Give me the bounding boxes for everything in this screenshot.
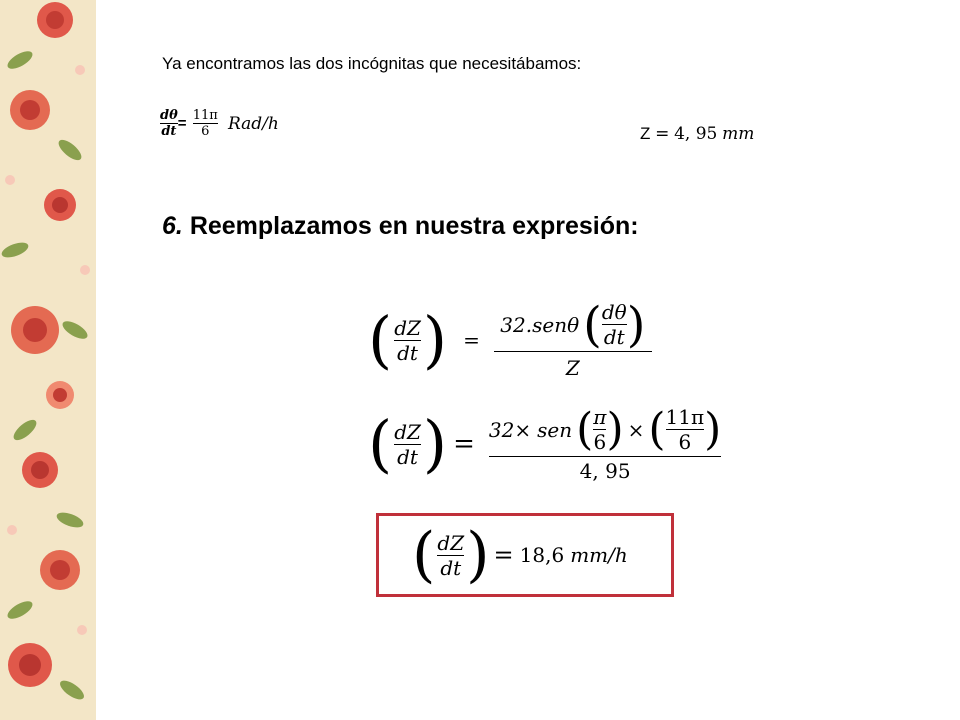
eq2-lhs-den: dt (397, 444, 418, 469)
dtheta-value-den: 6 (201, 124, 210, 139)
eq2-coef: 32 (488, 417, 515, 442)
z-value-expression (640, 124, 754, 144)
dtheta-num: dθ (160, 108, 178, 123)
intro-text: Ya encontramos las dos incógnitas que necesitábamos: (162, 54, 582, 73)
step-title: Reemplazamos en nuestra expresión: (189, 212, 639, 240)
eq2-times1: × (514, 417, 532, 442)
eq1-lhs-den: dt (397, 340, 418, 365)
z-label: Z (640, 124, 651, 143)
eq2-sen: sen (537, 417, 573, 442)
eq1-lhs-num: dZ (394, 315, 421, 340)
result-lhs-num: dZ (437, 530, 465, 555)
result-unit: mm/h (570, 543, 628, 567)
eq2-times2: × (627, 417, 645, 442)
eq1-inner-num: dθ (601, 300, 627, 324)
equation-result: ( $\frac{dZ}{dt}$ ) = 18,6 mm/h (412, 520, 628, 590)
eq1-rhs-den: Z (565, 356, 580, 380)
equation-substituted: ( $\frac{dZ}{dt}$ ) = 32 × sen ( $\frac{\pi}{6}$ ) × ( $\frac{11\pi}{6}$ ) 4, 95 (368, 403, 722, 483)
eq2-angle-num: π (593, 405, 607, 429)
step-heading (162, 212, 639, 241)
eq2-den: 4, 95 (579, 459, 631, 483)
result-lhs-den: dt (440, 555, 462, 580)
eq1-inner-den: dt (603, 325, 625, 349)
eq2-equals: = (453, 429, 475, 459)
z-number: 4, 95 (674, 124, 718, 144)
result-value: 18,6 (519, 543, 565, 567)
result-equals: = (493, 541, 514, 569)
dtheta-den: dt (161, 124, 177, 139)
eq2-lhs-num: dZ (394, 419, 421, 444)
eq2-rate-den: 6 (678, 430, 692, 454)
z-unit: mm (722, 124, 755, 144)
dtheta-expression (160, 108, 279, 139)
eq2-rate-num: 11π (665, 405, 705, 429)
z-equals: = (655, 124, 670, 144)
dtheta-value-num: 11π (192, 108, 218, 123)
floral-border-decoration (0, 0, 96, 720)
dtheta-unit: Rad/h (227, 113, 279, 134)
dtheta-equals: = (177, 115, 187, 132)
equation-general: ( $\frac{dZ}{dt}$ ) = 32.senθ ( $\frac{d\theta}{dt}$ ) Z (368, 285, 652, 395)
eq1-equals: = (463, 328, 480, 352)
eq2-angle-den: 6 (593, 430, 607, 454)
eq1-rhs-prefix: 32.senθ (500, 312, 580, 337)
step-number: 6. (162, 212, 183, 240)
